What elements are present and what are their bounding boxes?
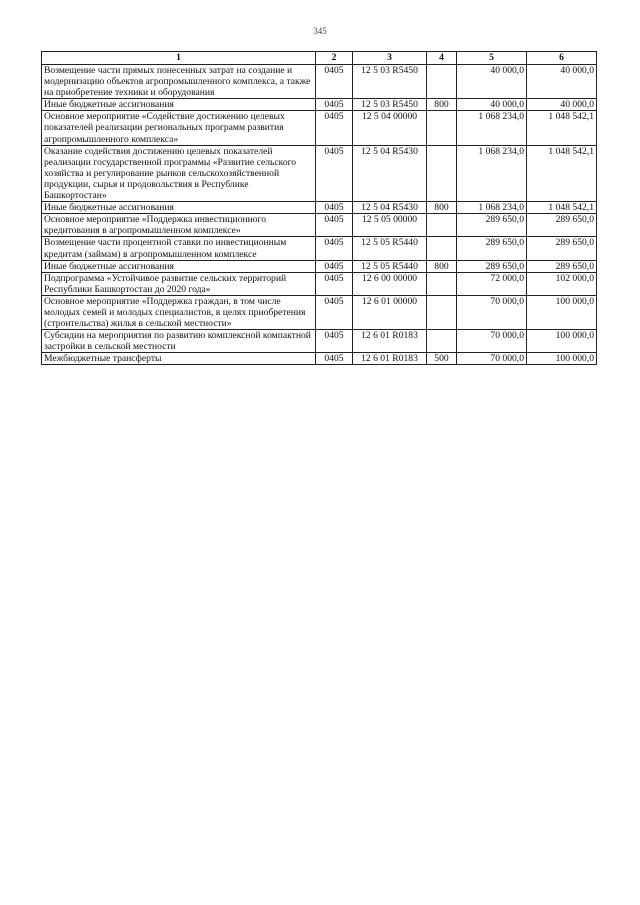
table-row <box>42 237 597 260</box>
row-amount-col5-cell: 289 650,0 <box>457 214 527 237</box>
table-row <box>42 260 597 272</box>
row-type-cell: 800 <box>427 260 457 272</box>
table-row <box>42 145 597 201</box>
row-code-cell: 12 5 03 R5450 <box>353 99 427 111</box>
table-row <box>42 99 597 111</box>
row-code-cell: 12 5 04 R5430 <box>353 145 427 201</box>
row-type-cell: 800 <box>427 202 457 214</box>
row-amount-col6-cell: 1 048 542,1 <box>527 145 597 201</box>
row-amount-col6-cell: 40 000,0 <box>527 99 597 111</box>
row-name-cell: Возмещение части процентной ставки по инвестиционным кредитам (займам) в агропромышленном комплексе <box>42 237 316 260</box>
row-amount-col6-cell: 40 000,0 <box>527 65 597 99</box>
row-code-cell: 12 6 00 00000 <box>353 272 427 295</box>
row-amount-col6-cell: 100 000,0 <box>527 295 597 329</box>
row-section-cell: 0405 <box>316 202 353 214</box>
row-amount-col6-cell: 100 000,0 <box>527 330 597 353</box>
row-code-cell: 12 5 05 R5440 <box>353 237 427 260</box>
row-type-cell <box>427 272 457 295</box>
row-section-cell: 0405 <box>316 237 353 260</box>
row-section-cell: 0405 <box>316 272 353 295</box>
row-amount-col5-cell: 289 650,0 <box>457 260 527 272</box>
row-amount-col6-cell: 100 000,0 <box>527 353 597 365</box>
row-amount-col6-cell: 102 000,0 <box>527 272 597 295</box>
row-code-cell: 12 6 01 00000 <box>353 295 427 329</box>
row-type-cell <box>427 65 457 99</box>
row-name-cell: Иные бюджетные ассигнования <box>42 260 316 272</box>
row-name-cell: Оказание содействия достижению целевых показателей реализации государственной программы «Развитие сельского хозяйства и регулирование рынков сельскохозяйственной продукции, сырья и продовольствия в Республике Башкортостан» <box>42 145 316 201</box>
table-row <box>42 214 597 237</box>
row-amount-col5-cell: 40 000,0 <box>457 65 527 99</box>
row-amount-col6-cell: 289 650,0 <box>527 237 597 260</box>
table-row <box>42 353 597 365</box>
row-amount-col5-cell: 70 000,0 <box>457 330 527 353</box>
row-amount-col6-cell: 1 048 542,1 <box>527 202 597 214</box>
row-name-cell: Основное мероприятие «Поддержка граждан, в том числе молодых семей и молодых специалистов, в целях приобретения (строительства) жилья в сельской местности» <box>42 295 316 329</box>
row-code-cell: 12 5 03 R5450 <box>353 65 427 99</box>
row-type-cell: 500 <box>427 353 457 365</box>
row-code-cell: 12 5 04 00000 <box>353 111 427 145</box>
row-amount-col6-cell: 289 650,0 <box>527 260 597 272</box>
row-amount-col5-cell: 1 068 234,0 <box>457 111 527 145</box>
row-code-cell: 12 5 05 R5440 <box>353 260 427 272</box>
row-amount-col6-cell: 289 650,0 <box>527 214 597 237</box>
row-type-cell <box>427 214 457 237</box>
row-section-cell: 0405 <box>316 353 353 365</box>
row-type-cell <box>427 295 457 329</box>
row-amount-col5-cell: 1 068 234,0 <box>457 202 527 214</box>
row-type-cell <box>427 111 457 145</box>
header-col-6: 6 <box>527 52 597 65</box>
row-name-cell: Иные бюджетные ассигнования <box>42 99 316 111</box>
row-code-cell: 12 5 05 00000 <box>353 214 427 237</box>
row-name-cell: Основное мероприятие «Поддержка инвестиционного кредитования в агропромышленном комплексе» <box>42 214 316 237</box>
page-number: 345 <box>313 26 327 36</box>
row-name-cell: Межбюджетные трансферты <box>42 353 316 365</box>
row-section-cell: 0405 <box>316 99 353 111</box>
table-row <box>42 295 597 329</box>
row-name-cell: Подпрограмма «Устойчивое развитие сельских территорий Республики Башкортостан до 2020 года» <box>42 272 316 295</box>
row-section-cell: 0405 <box>316 145 353 201</box>
row-section-cell: 0405 <box>316 295 353 329</box>
header-col-2: 2 <box>316 52 353 65</box>
table-row <box>42 272 597 295</box>
row-section-cell: 0405 <box>316 260 353 272</box>
row-code-cell: 12 6 01 R0183 <box>353 330 427 353</box>
row-code-cell: 12 5 04 R5430 <box>353 202 427 214</box>
table-row <box>42 111 597 145</box>
table-row <box>42 202 597 214</box>
header-col-3: 3 <box>353 52 427 65</box>
row-amount-col6-cell: 1 048 542,1 <box>527 111 597 145</box>
row-section-cell: 0405 <box>316 330 353 353</box>
row-amount-col5-cell: 70 000,0 <box>457 353 527 365</box>
row-amount-col5-cell: 40 000,0 <box>457 99 527 111</box>
row-code-cell: 12 6 01 R0183 <box>353 353 427 365</box>
row-name-cell: Субсидии на мероприятия по развитию комплексной компактной застройки в сельской местности <box>42 330 316 353</box>
row-name-cell: Возмещение части прямых понесенных затрат на создание и модернизацию объектов агропромышленного комплекса, а также на приобретение техники и оборудования <box>42 65 316 99</box>
table-row <box>42 65 597 99</box>
header-row <box>42 52 597 65</box>
row-type-cell: 800 <box>427 99 457 111</box>
row-type-cell <box>427 237 457 260</box>
table-row <box>42 330 597 353</box>
row-type-cell <box>427 145 457 201</box>
header-col-4: 4 <box>427 52 457 65</box>
row-amount-col5-cell: 70 000,0 <box>457 295 527 329</box>
row-name-cell: Иные бюджетные ассигнования <box>42 202 316 214</box>
row-type-cell <box>427 330 457 353</box>
row-amount-col5-cell: 1 068 234,0 <box>457 145 527 201</box>
row-section-cell: 0405 <box>316 111 353 145</box>
row-section-cell: 0405 <box>316 214 353 237</box>
row-section-cell: 0405 <box>316 65 353 99</box>
header-col-5: 5 <box>457 52 527 65</box>
row-name-cell: Основное мероприятие «Содействие достижению целевых показателей реализации региональных программ развития агропромышленного комплекса» <box>42 111 316 145</box>
header-col-1: 1 <box>42 52 316 65</box>
row-amount-col5-cell: 289 650,0 <box>457 237 527 260</box>
budget-table <box>41 51 597 365</box>
row-amount-col5-cell: 72 000,0 <box>457 272 527 295</box>
